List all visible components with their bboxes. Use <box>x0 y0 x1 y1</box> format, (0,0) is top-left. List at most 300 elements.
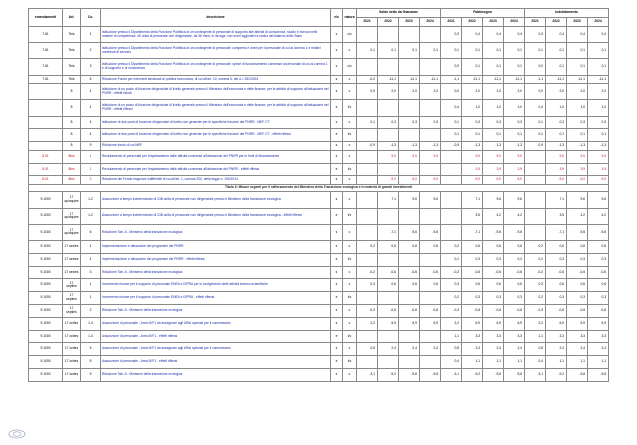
table-row <box>29 266 609 279</box>
cell-co: 1 <box>81 84 101 100</box>
cell-value <box>357 192 378 208</box>
cell-natura: c <box>343 317 357 330</box>
cell-value: 4,2 <box>504 208 525 224</box>
cell-natura: t/c <box>343 208 357 224</box>
cell-value: -9,0 <box>588 176 609 185</box>
cell-value: 0,4 <box>588 27 609 43</box>
cell-value: 7,1 <box>462 192 483 208</box>
cell-value: -1,3 <box>567 142 588 151</box>
cell-value: -3,1 <box>357 368 378 381</box>
cell-value: 1,0 <box>462 100 483 116</box>
cell-value <box>525 224 546 240</box>
cell-value: 1,1 <box>546 356 567 369</box>
cell-value: 2,2 <box>357 317 378 330</box>
cell-value: -7,1 <box>462 224 483 240</box>
cell-natura: c <box>343 84 357 100</box>
cell-se: s <box>331 116 343 129</box>
page-number-icon <box>8 429 26 439</box>
cell-value: 0,6 <box>483 279 504 292</box>
cell-value: -1,1 <box>525 75 546 84</box>
cell-value: 0,1 <box>525 129 546 142</box>
cell-value: 0,1 <box>357 116 378 129</box>
col-natura: natura <box>343 9 357 27</box>
cell-co: 4 <box>81 116 101 129</box>
cell-emendamento: 9.1000 <box>29 224 63 240</box>
cell-descrizione: Assunzione di personale - Area III/F1 - effetti riflessi <box>101 330 331 343</box>
cell-natura: c <box>343 240 357 253</box>
cell-value: -0,6 <box>399 304 420 317</box>
year-cell: 2021 <box>441 18 462 27</box>
cell-value: -1,3 <box>420 142 441 151</box>
cell-value <box>399 129 420 142</box>
table-row <box>29 208 609 224</box>
cell-value <box>378 100 399 116</box>
cell-descrizione: Riduzione Tab. A - Ministero della transizione ecologica <box>101 266 331 279</box>
cell-value: -7,1 <box>546 224 567 240</box>
cell-value: -0,6 <box>420 266 441 279</box>
col-emendamento: emendamenti <box>29 9 63 27</box>
cell-value: 1,0 <box>483 100 504 116</box>
cell-co: 1 <box>81 279 101 292</box>
cell-natura: c <box>343 224 357 240</box>
cell-value: 6,9 <box>504 317 525 330</box>
cell-value <box>441 150 462 163</box>
year-cell: 2023 <box>567 18 588 27</box>
cell-value: -9,6 <box>399 368 420 381</box>
cell-value: 2,2 <box>525 317 546 330</box>
cell-value <box>420 330 441 343</box>
cell-value: 9,6 <box>567 192 588 208</box>
cell-value: 0,1 <box>504 129 525 142</box>
cell-natura: t/c <box>343 163 357 176</box>
cell-co: 5 <box>81 343 101 356</box>
cell-value <box>441 224 462 240</box>
cell-value: 0,1 <box>588 43 609 59</box>
cell-value: 0,1 <box>357 43 378 59</box>
cell-descrizione: Incremento risorse per il supporto di personale ENEA e ISPRA per lo svolgimento delle attività tecnico-scientifiche <box>101 279 331 292</box>
cell-value: -11,1 <box>504 75 525 84</box>
year-cell: 2022 <box>378 18 399 27</box>
cell-value: 1,0 <box>567 100 588 116</box>
cell-value <box>441 208 462 224</box>
cell-value: 0,6 <box>567 240 588 253</box>
cell-descrizione: Istituzione di due posti di funzione dirigenziale di livello non generale per le specifiche funzioni del PNRR - MEF CT - effetti riflessi <box>101 129 331 142</box>
cell-co: 1 <box>81 27 101 43</box>
cell-value: 3,9 <box>504 163 525 176</box>
cell-value: -0,6 <box>588 266 609 279</box>
cell-se: s <box>331 84 343 100</box>
cell-se: s <box>331 43 343 59</box>
cell-value: 0,6 <box>378 240 399 253</box>
cell-value: 3,9 <box>462 163 483 176</box>
cell-value: 2,0 <box>462 84 483 100</box>
cell-value: 0,4 <box>441 100 462 116</box>
cell-value: -0,6 <box>399 266 420 279</box>
cell-value: 1,0 <box>504 100 525 116</box>
cell-value: 0,3 <box>378 116 399 129</box>
cell-value: 0,6 <box>462 240 483 253</box>
cell-descrizione: Istituzione di un posto di funzione dirigenziale di livello generale presso il Ministero dell'economia e delle finanze, per le attività di supporto all'attuazione del PNRR - effetti riflessi <box>101 100 331 116</box>
cell-emendamento <box>29 142 63 151</box>
cell-value: 0,8 <box>525 343 546 356</box>
cell-value <box>378 292 399 305</box>
table-row <box>29 84 609 100</box>
cell-value: -0,2 <box>357 75 378 84</box>
cell-value: 0,4 <box>504 27 525 43</box>
cell-value <box>399 253 420 266</box>
cell-value: 9,0 <box>378 150 399 163</box>
table-row <box>29 163 609 176</box>
cell-value: 2,0 <box>483 84 504 100</box>
cell-value: 0,4 <box>567 27 588 43</box>
cell-co: 1 <box>81 100 101 116</box>
table-row <box>29 343 609 356</box>
cell-se: s <box>331 142 343 151</box>
cell-co: 6 <box>81 224 101 240</box>
cell-art: 17 sexies <box>63 266 81 279</box>
cell-value: 2,2 <box>441 317 462 330</box>
cell-value: 1,1 <box>504 356 525 369</box>
cell-value: 0,1 <box>546 43 567 59</box>
cell-natura: t/c <box>343 100 357 116</box>
cell-value: 0,0 <box>525 84 546 100</box>
cell-co: 9 <box>81 368 101 381</box>
cell-value: 0,3 <box>357 279 378 292</box>
cell-value: -11,1 <box>399 75 420 84</box>
cell-value: 0,3 <box>567 292 588 305</box>
cell-value <box>357 129 378 142</box>
cell-value: 0,4 <box>525 100 546 116</box>
cell-value: -0,9 <box>441 142 462 151</box>
cell-descrizione: Riduzione Fondo per interventi strutturali di politica economica, di cui all'art. 10, comma 5, del d.l. 282/2004 <box>101 75 331 84</box>
cell-se: e <box>331 208 343 224</box>
cell-natura: c <box>343 368 357 381</box>
cell-art: 8bis <box>63 150 81 163</box>
cell-value: -9,2 <box>378 368 399 381</box>
table-row <box>29 304 609 317</box>
cell-value: -0,3 <box>441 304 462 317</box>
table-row <box>29 75 609 84</box>
table-row <box>29 43 609 59</box>
cell-se: e <box>331 330 343 343</box>
cell-value <box>357 100 378 116</box>
cell-value <box>441 192 462 208</box>
cell-art: 17 sexies <box>63 240 81 253</box>
cell-value: 0,6 <box>378 279 399 292</box>
cell-value: -11,1 <box>378 75 399 84</box>
cell-value: 0,1 <box>567 43 588 59</box>
cell-descrizione: Istituzione di due posti di funzione dirigenziale di livello non generale per le specifiche funzioni del PNRR - MEF CT <box>101 116 331 129</box>
cell-art: 17 quinquies <box>63 208 81 224</box>
effects-table <box>28 8 609 382</box>
cell-value: -11,1 <box>462 75 483 84</box>
cell-value: 2,4 <box>420 343 441 356</box>
cell-descrizione: Assunzione a tempo indeterminato di 238 unità di personale non dirigenziale presso il Ministero della transizione ecologica - effetti riflessi <box>101 208 331 224</box>
cell-value: -9,0 <box>567 176 588 185</box>
cell-value: 7,1 <box>378 192 399 208</box>
cell-se: s <box>331 343 343 356</box>
cell-emendamento: 9.1000 <box>29 266 63 279</box>
cell-se: e <box>331 356 343 369</box>
cell-value: -0,6 <box>378 304 399 317</box>
cell-value: 6,9 <box>546 317 567 330</box>
cell-natura: c <box>343 75 357 84</box>
cell-value: 2,4 <box>588 343 609 356</box>
cell-value: -0,2 <box>525 266 546 279</box>
cell-value: -11,1 <box>420 75 441 84</box>
cell-se: e <box>331 292 343 305</box>
cell-value: -9,6 <box>483 224 504 240</box>
cell-value: 0,1 <box>567 59 588 75</box>
section-title: Titolo II: Misure urgenti per il rafforzamento del Ministero della Transizione ecologica e in materia di grandi investimenti <box>29 184 609 192</box>
cell-value: -0,9 <box>525 142 546 151</box>
cell-emendamento: 9.1000 <box>29 330 63 343</box>
cell-co: 1-2 <box>81 208 101 224</box>
cell-value: 0,3 <box>588 253 609 266</box>
cell-value <box>378 356 399 369</box>
cell-value: 9,0 <box>420 150 441 163</box>
cell-value: 1,0 <box>588 100 609 116</box>
cell-value: 0,3 <box>504 292 525 305</box>
cell-emendamento: 9.1000 <box>29 292 63 305</box>
cell-value: 1,0 <box>546 100 567 116</box>
cell-value: 3,5 <box>546 208 567 224</box>
cell-value: 0,4 <box>441 356 462 369</box>
cell-co: 1 <box>81 150 101 163</box>
cell-value: 0,6 <box>399 279 420 292</box>
cell-art: 17 octies <box>63 343 81 356</box>
cell-descrizione: Assunzione di personale - Area III/F1 - effetti riflessi <box>101 356 331 369</box>
cell-co: 1 <box>81 163 101 176</box>
cell-value: 1,1 <box>588 356 609 369</box>
cell-value <box>357 176 378 185</box>
cell-value: -1,3 <box>546 142 567 151</box>
cell-value: 9,6 <box>420 192 441 208</box>
cell-art: 8 <box>63 100 81 116</box>
cell-emendamento: 9.1000 <box>29 317 63 330</box>
cell-value <box>399 100 420 116</box>
cell-value: 0,3 <box>441 279 462 292</box>
cell-value: 2,4 <box>546 343 567 356</box>
cell-emendamento: 9.1000 <box>29 368 63 381</box>
cell-descrizione: Riduzione del Fondo esigenze indifferibili di cui all'art. 1, comma 200, della legge n. 190/2014 <box>101 176 331 185</box>
cell-value: 9,0 <box>399 150 420 163</box>
cell-value: 0,6 <box>462 279 483 292</box>
cell-value: -3,1 <box>441 368 462 381</box>
cell-value: 0,3 <box>441 27 462 43</box>
cell-value: 9,0 <box>588 150 609 163</box>
cell-art: 17 octies <box>63 330 81 343</box>
cell-descrizione: Assunzione di personale - Area III/F1 da assegnare agli Uffici speciali per il commissario <box>101 343 331 356</box>
cell-art: 8 <box>63 142 81 151</box>
financial-table-sheet <box>28 8 609 382</box>
table-row <box>29 253 609 266</box>
cell-value: 0,1 <box>462 129 483 142</box>
cell-value: 3,3 <box>588 330 609 343</box>
cell-value: 0,0 <box>441 84 462 100</box>
cell-emendamento: 7.61 <box>29 27 63 43</box>
cell-value: -0,3 <box>357 304 378 317</box>
cell-value: -11,1 <box>483 75 504 84</box>
cell-value: 0,3 <box>567 116 588 129</box>
cell-value: 2,4 <box>462 343 483 356</box>
cell-value: 0,3 <box>462 116 483 129</box>
table-row <box>29 192 609 208</box>
table-row <box>29 116 609 129</box>
cell-value: -1,3 <box>462 142 483 151</box>
cell-value: 2,4 <box>399 343 420 356</box>
cell-value: 0,4 <box>525 356 546 369</box>
cell-value: 9,0 <box>483 150 504 163</box>
table-row <box>29 142 609 151</box>
cell-natura: c/c <box>343 27 357 43</box>
cell-value: 9,6 <box>588 192 609 208</box>
cell-value: -9,0 <box>504 176 525 185</box>
cell-emendamento: 7.61 <box>29 59 63 75</box>
cell-value: 3,9 <box>588 163 609 176</box>
cell-value: -0,2 <box>357 266 378 279</box>
cell-value <box>399 163 420 176</box>
cell-value: 0,4 <box>483 27 504 43</box>
cell-value <box>420 253 441 266</box>
cell-value: 0,1 <box>525 253 546 266</box>
cell-value: 0,1 <box>588 59 609 75</box>
cell-value: -9,6 <box>399 224 420 240</box>
cell-emendamento: 7.61 <box>29 75 63 84</box>
cell-co: 2 <box>81 43 101 59</box>
cell-value: 4,2 <box>588 208 609 224</box>
cell-value: 3,3 <box>462 330 483 343</box>
cell-value: 4,2 <box>567 208 588 224</box>
cell-value: 0,1 <box>441 253 462 266</box>
cell-value: 3,3 <box>504 330 525 343</box>
cell-descrizione: Assunzione di personale - Area III/F1 da assegnare agli Uffici speciali per il commissario <box>101 317 331 330</box>
cell-se: s <box>331 317 343 330</box>
cell-value: 0,1 <box>399 43 420 59</box>
cell-se: e <box>331 129 343 142</box>
cell-value: 0,1 <box>567 129 588 142</box>
cell-descrizione: Riduzione fondo di cui MEF <box>101 142 331 151</box>
cell-value: 0,6 <box>504 240 525 253</box>
cell-value: -0,6 <box>483 266 504 279</box>
cell-value: 2,0 <box>399 84 420 100</box>
cell-descrizione: Istituzione presso il Dipartimento della Funzione Pubblica di un contingente di personale: compensi e oneri per il personale di cui al comma 1 e relativi contributi di servizio <box>101 43 331 59</box>
cell-value: -0,3 <box>525 304 546 317</box>
cell-art: 17 quinquies <box>63 192 81 208</box>
cell-value: -0,6 <box>483 304 504 317</box>
cell-value <box>441 163 462 176</box>
cell-value: 0,3 <box>483 253 504 266</box>
cell-co: 2 <box>81 176 101 185</box>
cell-value <box>525 163 546 176</box>
cell-value: 3,9 <box>546 163 567 176</box>
cell-co: 1 <box>81 240 101 253</box>
col-se: e/s <box>331 9 343 27</box>
cell-value: 6,9 <box>399 317 420 330</box>
cell-art: 17 octies <box>63 368 81 381</box>
cell-co: 1-4 <box>81 330 101 343</box>
table-row <box>29 176 609 185</box>
cell-value: 9,0 <box>504 150 525 163</box>
cell-value: 0,0 <box>441 59 462 75</box>
cell-value: -0,2 <box>441 266 462 279</box>
cell-se: s <box>331 75 343 84</box>
cell-value: 6,9 <box>462 317 483 330</box>
cell-emendamento: 9.1000 <box>29 279 63 292</box>
cell-emendamento <box>29 84 63 100</box>
cell-value: 3,3 <box>546 330 567 343</box>
cell-value: 2,0 <box>588 84 609 100</box>
cell-co: 3 <box>81 266 101 279</box>
cell-value: -0,6 <box>567 266 588 279</box>
cell-value: 2,0 <box>504 84 525 100</box>
cell-natura: c <box>343 116 357 129</box>
cell-emendamento <box>29 116 63 129</box>
year-cell: 2024 <box>420 18 441 27</box>
cell-value: 9,0 <box>462 150 483 163</box>
cell-descrizione: Incremento risorse per il supporto di personale ENEA e ISPRA - effetti riflessi <box>101 292 331 305</box>
cell-value: -9,0 <box>483 176 504 185</box>
cell-value: -9,6 <box>504 368 525 381</box>
table-row <box>29 129 609 142</box>
cell-se: s <box>331 266 343 279</box>
cell-value <box>357 59 378 75</box>
cell-art: 7bis <box>63 75 81 84</box>
cell-value: 9,6 <box>399 192 420 208</box>
year-cell: 2022 <box>546 18 567 27</box>
cell-se: s <box>331 224 343 240</box>
cell-value <box>525 150 546 163</box>
cell-co: 6 <box>81 75 101 84</box>
cell-natura: c <box>343 304 357 317</box>
cell-natura: c <box>343 176 357 185</box>
cell-value: -0,6 <box>546 304 567 317</box>
cell-natura: c/c <box>343 59 357 75</box>
cell-value: 0,6 <box>483 240 504 253</box>
cell-value <box>357 356 378 369</box>
cell-value: 2,0 <box>546 84 567 100</box>
cell-value: -0,6 <box>588 304 609 317</box>
cell-value: 0,2 <box>441 292 462 305</box>
table-row <box>29 317 609 330</box>
cell-descrizione: Implementazione e attuazione dei programmi del PNRR <box>101 240 331 253</box>
cell-value: -0,6 <box>378 266 399 279</box>
cell-value: 1,1 <box>483 356 504 369</box>
cell-emendamento: 9.1000 <box>29 240 63 253</box>
cell-value: 0,6 <box>420 240 441 253</box>
cell-value: 0,3 <box>399 116 420 129</box>
cell-value: 0,6 <box>588 279 609 292</box>
cell-value: 0,3 <box>483 116 504 129</box>
cell-value: 2,0 <box>378 84 399 100</box>
cell-se: s <box>331 279 343 292</box>
table-row <box>29 27 609 43</box>
year-cell: 2023 <box>399 18 420 27</box>
cell-value <box>420 163 441 176</box>
cell-value: 0,2 <box>525 292 546 305</box>
cell-value <box>441 176 462 185</box>
cell-value: 6,9 <box>588 317 609 330</box>
cell-value: -0,6 <box>504 266 525 279</box>
cell-natura: t/c <box>343 253 357 266</box>
table-row <box>29 59 609 75</box>
cell-descrizione: Reclutamento di personale per l'espletamento delle attività connesse all'attuazione del PNRR - effetti riflessi <box>101 163 331 176</box>
cell-art: 17 septies <box>63 292 81 305</box>
cell-value: 0,3 <box>462 253 483 266</box>
cell-value: -7,1 <box>378 224 399 240</box>
cell-co: 9 <box>81 142 101 151</box>
cell-value: 9,0 <box>546 150 567 163</box>
